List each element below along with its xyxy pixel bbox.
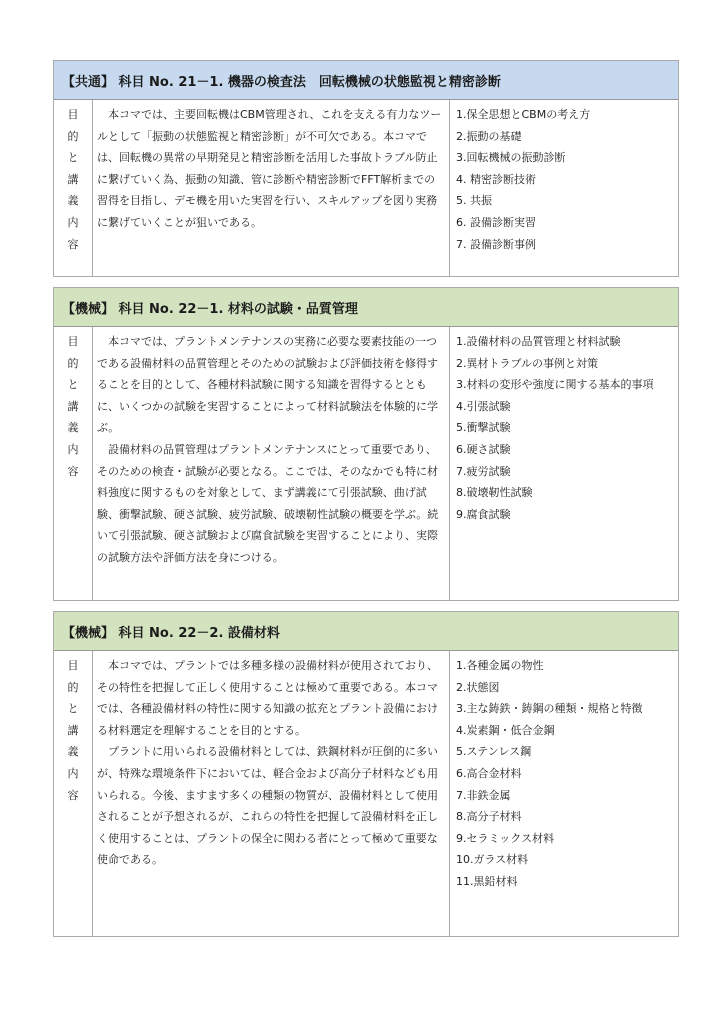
side-char: 目 bbox=[67, 659, 79, 672]
topic-item: 5.衝撃試験 bbox=[456, 421, 511, 435]
side-char: 義 bbox=[67, 745, 79, 759]
side-char: 講 bbox=[67, 399, 79, 413]
topic-item: 1.各種金属の物性 bbox=[456, 659, 544, 672]
topic-item: 3.材料の変形や強度に関する基本的事項 bbox=[456, 378, 654, 392]
section-description bbox=[93, 651, 450, 936]
side-char: 容 bbox=[67, 464, 79, 478]
description-paragraph: 本コマでは、プラントメンテナンスの実務に必要な要素技能の一つである設備材料の品質管理とそのための試験および評価技術を修得することを目的として、各種材料試験に関する知識を習得するとともに、いくつかの試験を実習することによって材料試験法を体験的に学ぶ。 bbox=[97, 335, 438, 435]
topic-item: 9.腐食試験 bbox=[456, 507, 511, 521]
topic-item: 2.状態図 bbox=[456, 680, 500, 694]
section-body bbox=[54, 651, 678, 936]
course-sheet bbox=[53, 60, 679, 937]
side-char: 講 bbox=[67, 172, 79, 186]
side-label bbox=[54, 327, 93, 600]
side-char: 目 bbox=[67, 335, 79, 348]
topic-item: 9.セラミックス材料 bbox=[456, 831, 555, 845]
section-header: 【機械】 科目 No. 22－2. 設備材料 bbox=[54, 612, 678, 651]
topic-item: 8.破壊靭性試験 bbox=[456, 486, 533, 500]
side-char: と bbox=[67, 151, 79, 165]
side-char: 義 bbox=[67, 194, 79, 208]
topic-item: 5.ステンレス鋼 bbox=[456, 745, 532, 759]
topic-item: 4. 精密診断技術 bbox=[456, 172, 536, 186]
course-section-22-1 bbox=[53, 287, 679, 601]
topic-list bbox=[450, 651, 678, 936]
description-paragraph: 本コマでは、プラントでは多種多様の設備材料が使用されており、その特性を把握して正しく使用することは極めて重要である。本コマでは、各種設備材料の特性に関する知識の拡充とプラント設備における材料選定を理解することを目的とする。 bbox=[97, 659, 438, 737]
section-header: 【共通】 科目 No. 21－1. 機器の検査法 回転機械の状態監視と精密診断 bbox=[54, 61, 678, 100]
side-char: 的 bbox=[67, 680, 79, 694]
side-char: 容 bbox=[67, 237, 79, 251]
topic-item: 6.高合金材料 bbox=[456, 766, 522, 780]
topic-item: 1.保全思想とCBMの考え方 bbox=[456, 108, 591, 121]
section-description bbox=[93, 327, 450, 600]
topic-item: 2.異材トラブルの事例と対策 bbox=[456, 356, 599, 370]
side-char: と bbox=[67, 378, 79, 392]
topic-item: 1.設備材料の品質管理と材料試験 bbox=[456, 335, 621, 348]
side-char: 内 bbox=[67, 442, 79, 456]
side-char: 内 bbox=[67, 766, 79, 780]
topic-list bbox=[450, 100, 678, 276]
topic-item: 7.疲労試験 bbox=[456, 464, 511, 478]
side-label bbox=[54, 651, 93, 936]
topic-item: 3.回転機械の振動診断 bbox=[456, 151, 566, 165]
topic-item: 6. 設備診断実習 bbox=[456, 215, 536, 229]
side-char: 講 bbox=[67, 723, 79, 737]
section-description bbox=[93, 100, 450, 276]
topic-item: 3.主な鋳鉄・鋳鋼の種類・規格と特徴 bbox=[456, 702, 643, 716]
topic-item: 10.ガラス材料 bbox=[456, 853, 529, 867]
side-char: 的 bbox=[67, 129, 79, 143]
side-char: 容 bbox=[67, 788, 79, 802]
section-body bbox=[54, 100, 678, 276]
topic-list bbox=[450, 327, 678, 600]
side-char: と bbox=[67, 702, 79, 716]
section-header: 【機械】 科目 No. 22－1. 材料の試験・品質管理 bbox=[54, 288, 678, 327]
topic-item: 7.非鉄金属 bbox=[456, 788, 511, 802]
topic-item: 11.黒鉛材料 bbox=[456, 874, 518, 888]
topic-item: 4.炭素鋼・低合金鋼 bbox=[456, 723, 555, 737]
topic-item: 2.振動の基礎 bbox=[456, 129, 522, 143]
side-label bbox=[54, 100, 93, 276]
side-char: 的 bbox=[67, 356, 79, 370]
topic-item: 4.引張試験 bbox=[456, 399, 511, 413]
topic-item: 6.硬さ試験 bbox=[456, 442, 511, 456]
side-char: 内 bbox=[67, 215, 79, 229]
course-section-22-2 bbox=[53, 611, 679, 937]
description-paragraph: 設備材料の品質管理はプラントメンテナンスにとって重要であり、そのための検査・試験が必要となる。ここでは、そのなかでも特に材料強度に関するものを対象として、まず講義にて引張試験、曲げ試験、衝撃試験、硬さ試験、疲労試験、破壊靭性試験の概要を学ぶ。続いて引張試験、硬さ試験および腐食試験を実習することにより、実際の試験方法や評価方法を身につける。 bbox=[97, 442, 439, 564]
topic-item: 7. 設備診断事例 bbox=[456, 237, 536, 251]
topic-item: 5. 共振 bbox=[456, 194, 492, 208]
side-char: 目 bbox=[67, 108, 79, 121]
section-body bbox=[54, 327, 678, 600]
description-paragraph: 本コマでは、主要回転機はCBM管理され、これを支える有力なツールとして「振動の状態監視と精密診断」が不可欠である。本コマでは、回転機の異常の早期発見と精密診断を活用した事故トラブル防止に繋げていく為、振動の知識、管に診断や精密診断でFFT解析までの習得を目指し、デモ機を用いた実習を行い、スキルアップを図り実務に繋げていくことが狙いである。 bbox=[97, 108, 442, 229]
side-char: 義 bbox=[67, 421, 79, 435]
course-section-21-1 bbox=[53, 60, 679, 277]
topic-item: 8.高分子材料 bbox=[456, 810, 522, 824]
description-paragraph: プラントに用いられる設備材料としては、鉄鋼材料が圧倒的に多いが、特殊な環境条件下においては、軽合金および高分子材料なども用いられる。今後、ますます多くの種類の物質が、設備材料として使用されることが予想されるが、これらの特性を把握して設備材料を正しく使用することは、プラントの保全に関わる者にとって極めて重要な使命である。 bbox=[97, 745, 438, 867]
